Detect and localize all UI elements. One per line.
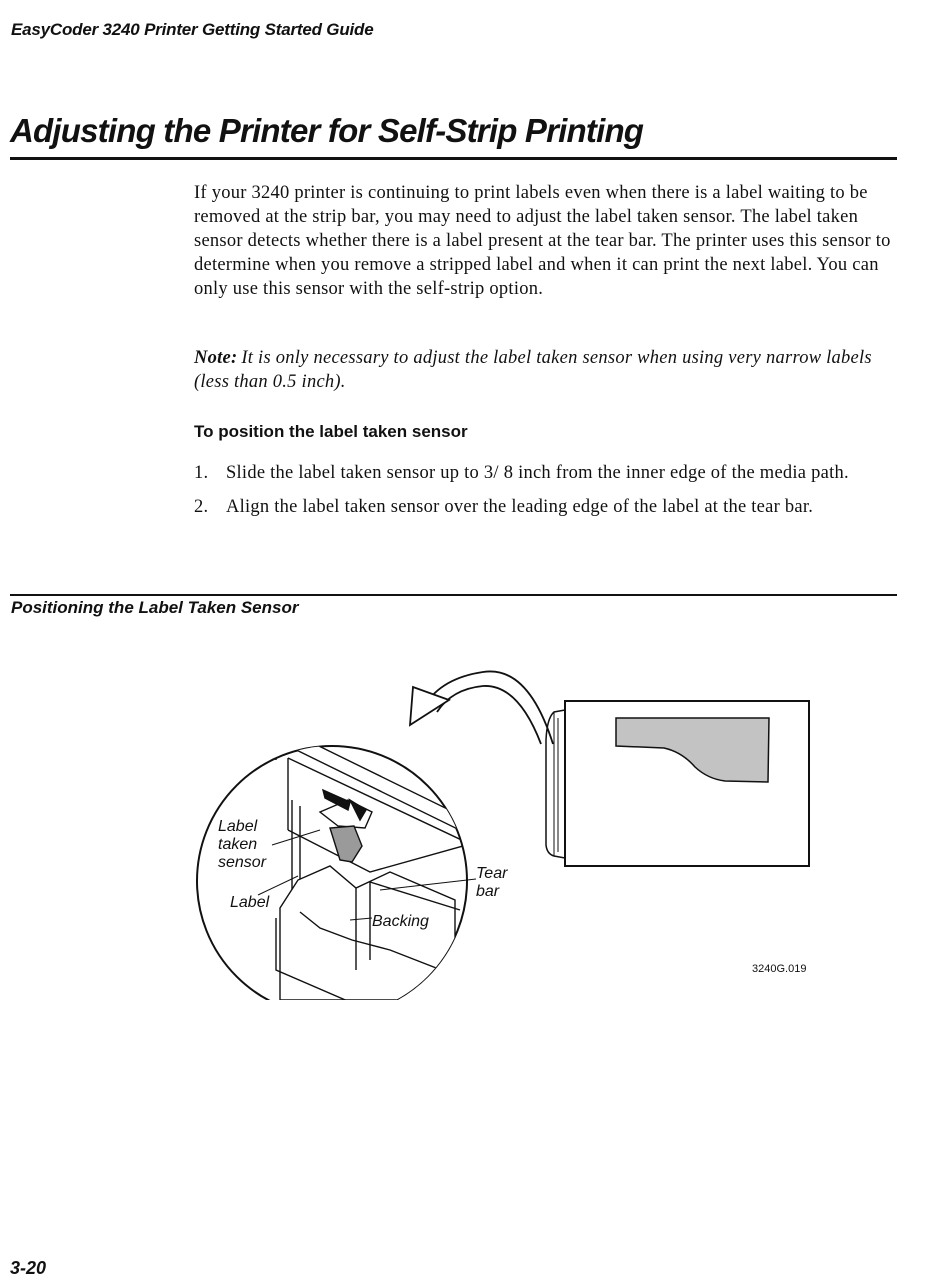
callout-line: Tear: [476, 865, 508, 882]
page-number: 3-20: [10, 1258, 47, 1278]
callout-line: bar: [476, 883, 500, 900]
step-text: Align the label taken sensor over the leading edge of the label at the tear bar.: [226, 497, 814, 517]
procedure-heading: To position the label taken sensor: [194, 422, 468, 441]
figure-rule: [10, 594, 897, 596]
note-label: Note:: [194, 348, 238, 368]
page-title: Adjusting the Printer for Self-Strip Printing: [10, 112, 644, 149]
list-item: [194, 495, 896, 519]
printer-side-view: [546, 701, 809, 866]
label-taken-sensor-illustration: [180, 640, 840, 1000]
step-number: 1.: [194, 463, 209, 483]
callout-backing: Backing: [372, 913, 429, 930]
step-text: Slide the label taken sensor up to 3/ 8 inch from the inner edge of the media path.: [226, 463, 849, 483]
step-number: 2.: [194, 497, 209, 517]
callout-line: sensor: [218, 854, 267, 871]
list-item: [194, 461, 896, 485]
callout-line: taken: [218, 836, 258, 853]
figure-id: 3240G.019: [752, 963, 807, 975]
note-text: It is only necessary to adjust the label taken sensor when using very narrow labels (less than 0.5 inch).: [194, 348, 872, 392]
pointer-arrow: [410, 671, 553, 744]
note-paragraph: [194, 346, 896, 394]
callout-tear-bar: [476, 865, 512, 900]
procedure-steps: [194, 461, 896, 529]
intro-paragraph: If your 3240 printer is continuing to print labels even when there is a label waiting to be removed at the strip bar, you may need to adjust the label taken sensor. The label taken sensor detects whether there is a label present at the tear bar. The printer uses this sensor to determine when you remove a stripped label and when it can print the next label. You can only use this sensor with the self-strip option.: [194, 183, 891, 299]
callout-label-taken-sensor: [218, 818, 267, 871]
figure-caption: Positioning the Label Taken Sensor: [11, 598, 299, 617]
title-rule: [10, 157, 897, 160]
callout-label: Label: [230, 894, 270, 911]
running-header: EasyCoder 3240 Printer Getting Started Guide: [11, 20, 374, 39]
callout-line: Label: [218, 818, 258, 835]
